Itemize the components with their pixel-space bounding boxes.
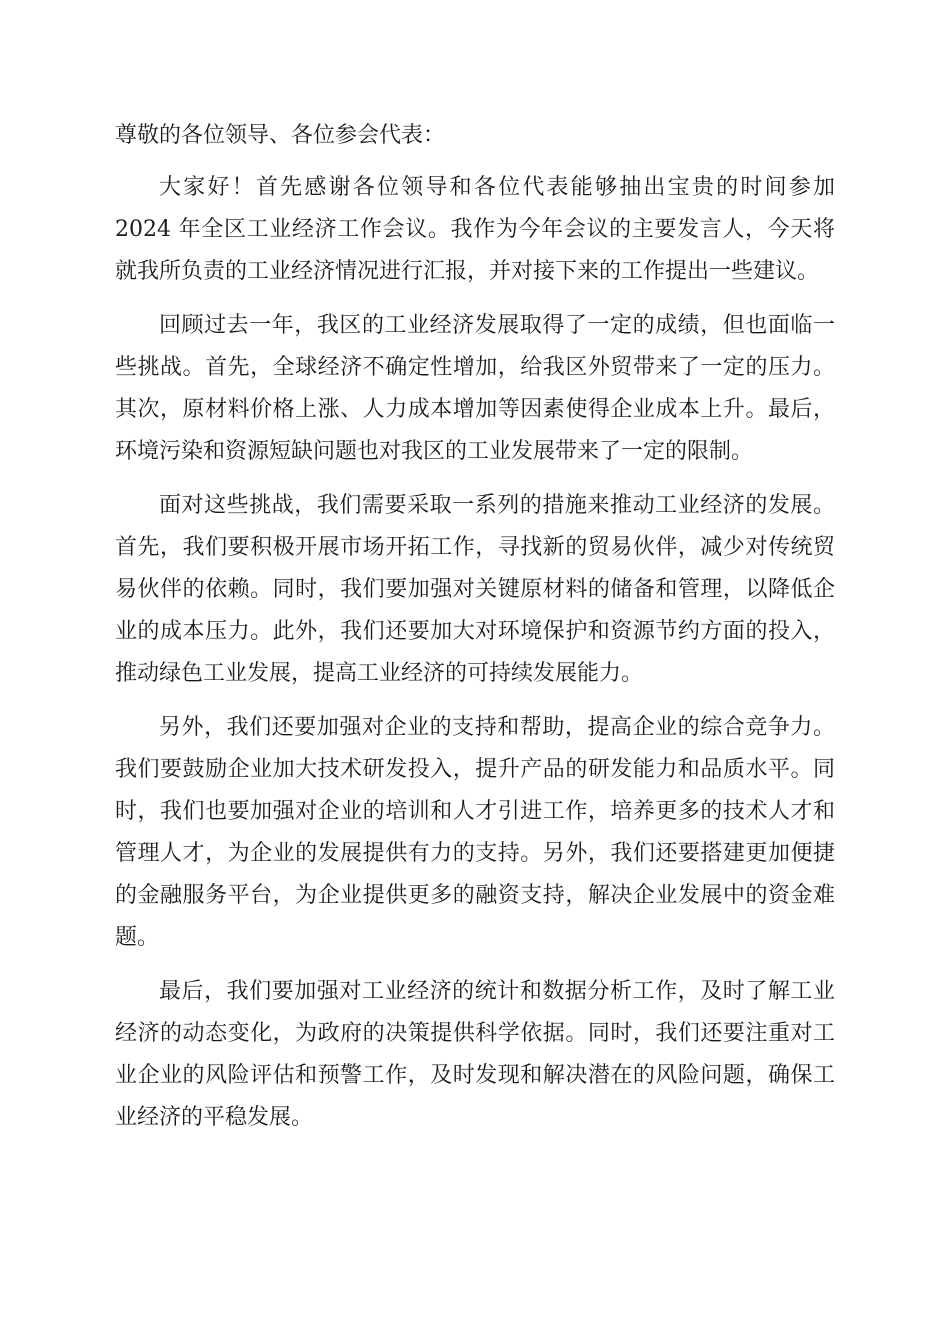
paragraph-line: 业经济的平稳发展。 [115,1105,314,1130]
document-page [115,114,835,1154]
paragraph-line: 首先，我们要积极开展市场开拓工作，寻找新的贸易伙伴，减少对传统贸 [115,535,835,560]
paragraph-line: 环境污染和资源短缺问题也对我区的工业发展带来了一定的限制。 [115,439,754,464]
paragraph-line: 最后，我们要加强对工业经济的统计和数据分析工作，及时了解工业 [159,979,835,1004]
paragraph-line: 些挑战。首先，全球经济不确定性增加，给我区外贸带来了一定的压力。 [115,355,835,380]
paragraph-line: 大家好！首先感谢各位领导和各位代表能够抽出宝贵的时间参加 [159,175,835,200]
paragraph-2 [115,308,835,476]
paragraph-line: 业企业的风险评估和预警工作，及时发现和解决潜在的风险问题，确保工 [115,1063,835,1088]
paragraph-line: 回顾过去一年，我区的工业经济发展取得了一定的成绩，但也面临一 [159,313,835,338]
paragraph-1 [115,170,835,296]
paragraph-4 [115,710,835,962]
paragraph-line: 业的成本压力。此外，我们还要加大对环境保护和资源节约方面的投入， [115,619,835,644]
paragraph-line: 题。 [115,925,160,950]
paragraph-5 [115,974,835,1142]
paragraph-line: 其次，原材料价格上涨、人力成本增加等因素使得企业成本上升。最后， [115,397,835,422]
paragraph-line: 管理人才，为企业的发展提供有力的支持。另外，我们还要搭建更加便捷 [115,841,835,866]
paragraph-3 [115,488,835,698]
paragraph-line: 就我所负责的工业经济情况进行汇报，并对接下来的工作提出一些建议。 [115,259,820,284]
paragraph-line: 面对这些挑战，我们需要采取一系列的措施来推动工业经济的发展。 [159,493,835,518]
paragraph-line: 经济的动态变化，为政府的决策提供科学依据。同时，我们还要注重对工 [115,1021,835,1046]
paragraph-line: 2024 年全区工业经济工作会议。我作为今年会议的主要发言人，今天将 [115,217,835,242]
paragraph-line: 时，我们也要加强对企业的培训和人才引进工作，培养更多的技术人才和 [115,799,835,824]
paragraph-line: 另外，我们还要加强对企业的支持和帮助，提高企业的综合竞争力。 [159,715,835,740]
paragraph-line: 我们要鼓励企业加大技术研发投入，提升产品的研发能力和品质水平。同 [115,757,835,782]
paragraph-line: 推动绿色工业发展，提高工业经济的可持续发展能力。 [115,661,644,686]
paragraph-line: 的金融服务平台，为企业提供更多的融资支持，解决企业发展中的资金难 [115,883,835,908]
paragraph-line: 易伙伴的依赖。同时，我们要加强对关键原材料的储备和管理，以降低企 [115,577,835,602]
salutation: 尊敬的各位领导、各位参会代表： [115,123,446,148]
